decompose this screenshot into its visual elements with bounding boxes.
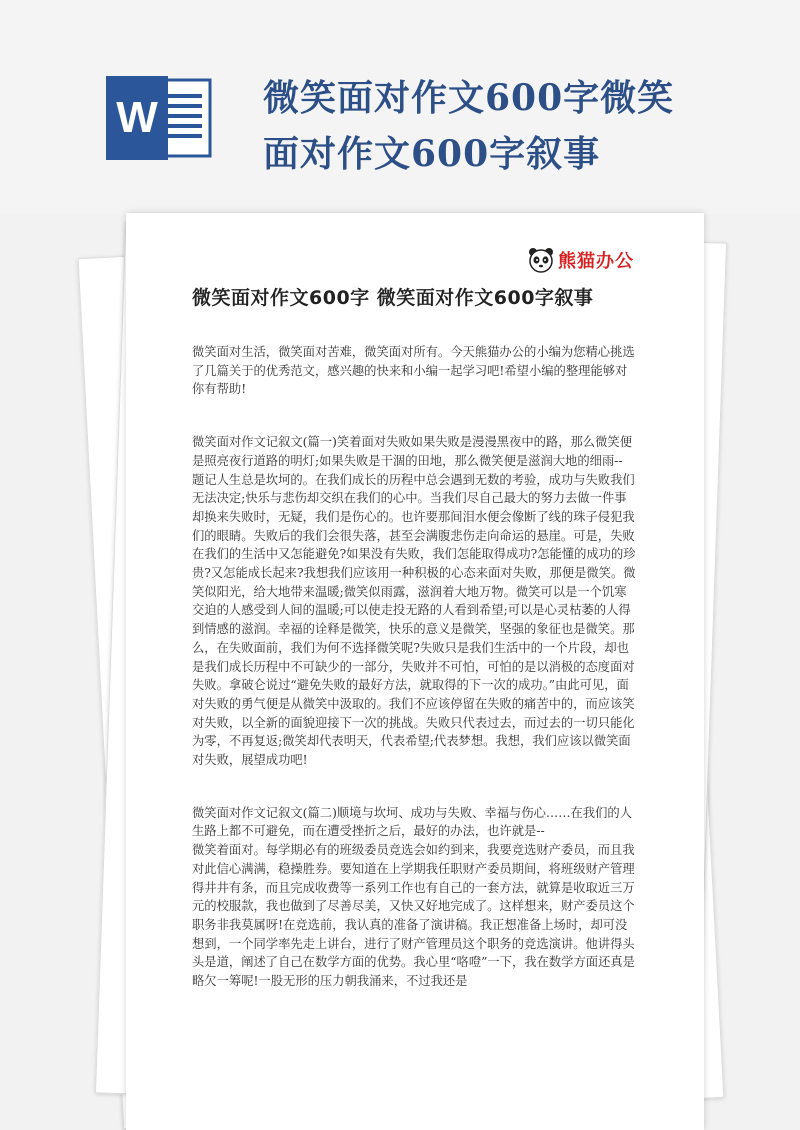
document-page xyxy=(126,213,704,1130)
word-document-icon xyxy=(106,72,218,164)
document-header-title: 微笑面对作文600字微笑面对作文600字叙事 xyxy=(263,77,675,175)
panda-icon xyxy=(528,247,554,273)
page-title: 微笑面对作文600字 微笑面对作文600字叙事 xyxy=(192,287,594,309)
header xyxy=(0,0,800,215)
document-body xyxy=(192,343,637,991)
brand-name: 熊猫办公 xyxy=(558,251,634,272)
intro-paragraph: 微笑面对生活，微笑面对苦难，微笑面对所有。今天熊猫办公的小编为您精心挑选了几篇关于的优秀范文，感兴趣的快来和小编一起学习吧!希望小编的整理能够对你有帮助! xyxy=(192,345,635,397)
paragraph: 微笑面对作文记叙文(篇二)顺境与坎坷、成功与失败、幸福与伤心……在我们的人生路上都不可避免，而在遭受挫折之后，最好的办法，也许就是-- xyxy=(192,805,632,839)
brand-logo xyxy=(528,245,634,275)
svg-text:W: W xyxy=(116,93,158,142)
paragraph: 题记人生总是坎坷的。在我们成长的历程中总会遇到无数的考验，成功与失败我们无法决定;快乐与悲伤却交织在我们的心中。当我们尽自己最大的努力去做一件事却换来失败时，无疑，我们是伤心的。也许要那间泪水便会像断了线的珠子侵犯我们的眼睛。失败后的我们会很失落，甚至会满腹悲伤走向命运的悬崖。可是，失败在我们的生活中又怎能避免?如果没有失败，我们怎能取得成功?怎能懂的成功的珍贵?又怎能成长起来?我想我们应该用一种积极的心态来面对失败，那便是微笑。微笑似阳光，给大地带来温暖;微笑似雨露，滋润着大地万物。微笑可以是一个饥寒交迫的人感受到人间的温暖;可以使走投无路的人看到希望;可以是心灵枯萎的人得到情感的滋润。幸福的诠释是微笑，快乐的意义是微笑，坚强的象征也是微笑。那么，在失败面前，我们为何不选择微笑呢?失败只是我们生活中的一个片段，却也是我们成长历程中不可缺少的一部分，失败并不可怕，可怕的是以消极的态度面对失败。拿破仑说过“避免失败的最好方法，就取得的下一次的成功。”由此可见，面对失败的勇气便是从微笑中汲取的。我们不应该停留在失败的痛苦中的，而应该笑对失败，以全新的面貌迎接下一次的挑战。失败只代表过去，而过去的一切只能化为零，不再复返;微笑却代表明天，代表希望;代表梦想。我想，我们应该以微笑面对失败，展望成功吧! xyxy=(192,472,636,768)
paragraph: 微笑着面对。每学期必有的班级委员竞选会如约到来，我要竞选财产委员，而且我对此信心满满，稳操胜券。要知道在上学期我任职财产委员期间，将班级财产管理得井井有条，而且完成收费等一系列工作也有自己的一套方法，就算是收取近三万元的校服款，我也做到了尽善尽美，又快又好地完成了。这样想来，财产委员这个职务非我莫属呀!在竞选前，我认真的准备了演讲稿。我正想准备上场时，却可没想到，一个同学率先走上讲台，进行了财产管理员这个职务的竞选演讲。他讲得头头是道，阐述了自己在数学方面的优势。我心里“咯噔”一下，我在数学方面还真是略欠一筹呢!一股无形的压力朝我涌来，不过我还是 xyxy=(192,843,635,989)
paragraph: 微笑面对作文记叙文(篇一)笑着面对失败如果失败是漫漫黑夜中的路，那么微笑便是照亮夜行道路的明灯;如果失败是干涸的田地，那么微笑便是滋润大地的细雨-- xyxy=(192,435,632,468)
